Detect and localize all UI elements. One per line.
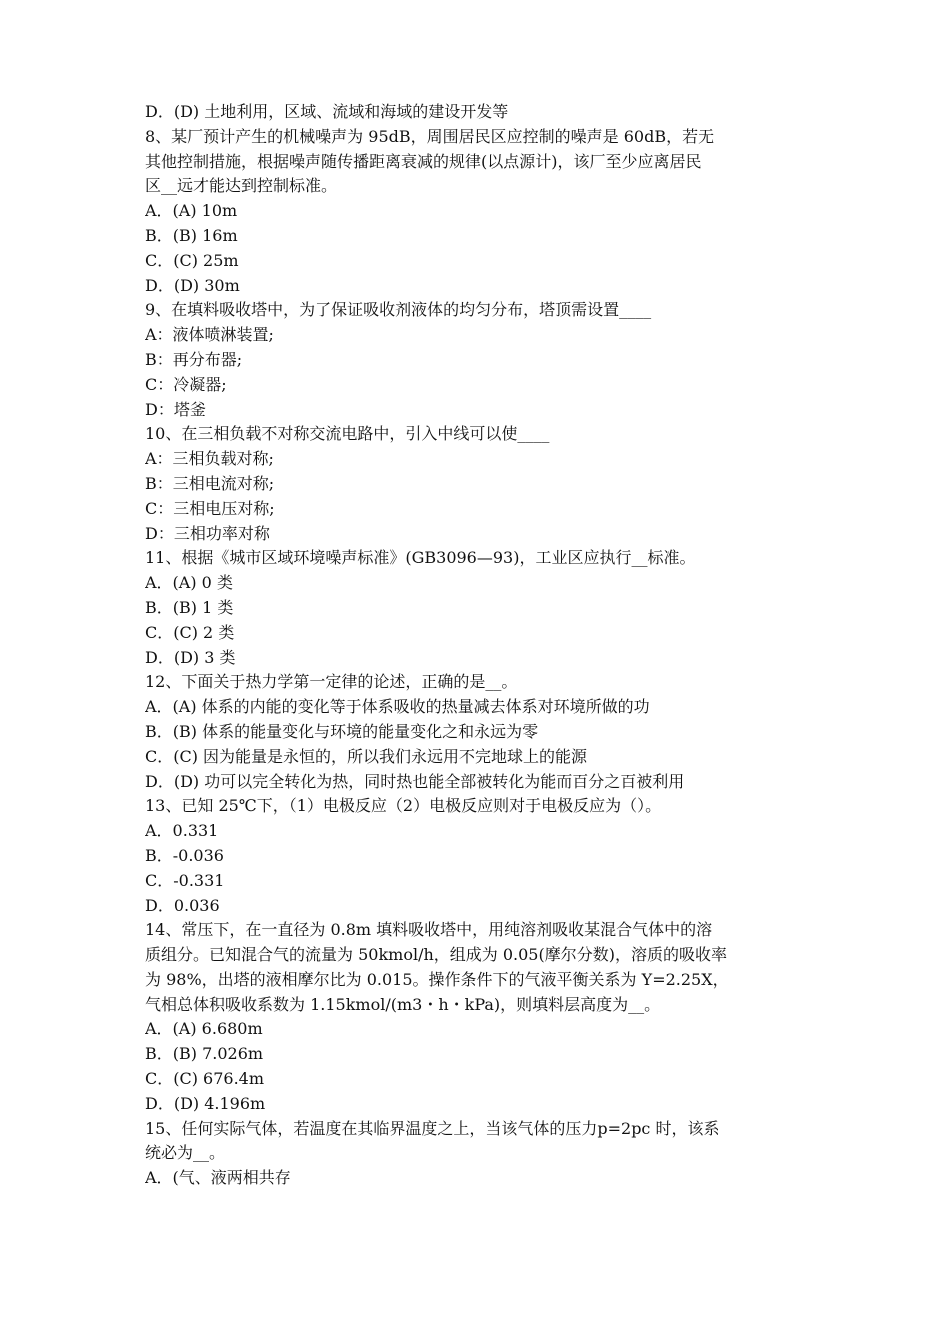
question-9-text: 9、在填料吸收塔中，为了保证吸收剂液体的均匀分布，塔顶需设置____ [145,300,652,320]
question-11-text: 11、根据《城市区域环境噪声标准》(GB3096—93)，工业区应执行__标准。 [145,548,696,568]
option-line: C．(C) 25m [145,250,239,270]
option-line: B．(B) 7.026m [145,1044,264,1064]
question-8-text: 区__远才能达到控制标准。 [145,176,338,196]
option-line: D．(D) 功可以完全转化为热，同时热也能全部被转化为能而百分之百被利用 [145,771,685,791]
question-15-text: 15、任何实际气体，若温度在其临界温度之上，当该气体的压力p=2pc 时，该系 [145,1118,720,1138]
option-line: A．0.331 [145,821,219,841]
option-line: D．(D) 30m [145,275,240,295]
question-15-text: 统必为__。 [145,1143,226,1163]
option-line: A：三相负载对称; [145,449,274,469]
option-line: D．(D) 土地利用，区域、流域和海域的建设开发等 [145,102,509,121]
option-line: B：再分布器; [145,349,243,369]
question-14-text: 14、常压下，在一直径为 0.8m 填料吸收塔中，用纯溶剂吸收某混合气体中的溶 [145,920,713,940]
option-line: D．0.036 [145,895,220,915]
option-line: B．(B) 16m [145,225,238,245]
document-page [145,100,810,1191]
option-line: A．(气、液两相共存 [145,1168,291,1188]
option-line: A．(A) 体系的内能的变化等于体系吸收的热量减去体系对环境所做的功 [145,697,650,717]
option-line: A．(A) 6.680m [145,1019,263,1039]
option-line: B．(B) 1 类 [145,597,234,617]
option-line: C．-0.331 [145,870,225,890]
option-line: B．-0.036 [145,845,224,865]
question-13-text: 13、已知 25℃下，（1）电极反应（2）电极反应则对于电极反应为（）。 [145,796,662,816]
question-14-text: 气相总体积吸收系数为 1.15kmol/(m3・h・kPa)，则填料层高度为__。 [145,994,661,1014]
question-14-text: 为 98%，出塔的液相摩尔比为 0.015。操作条件下的气液平衡关系为 Y=2.25X， [145,969,729,989]
option-line: B：三相电流对称; [145,473,275,493]
option-line: A：液体喷淋装置; [145,325,274,345]
option-line: D．(D) 3 类 [145,647,236,667]
option-line: D．(D) 4.196m [145,1093,266,1113]
question-8-text: 8、某厂预计产生的机械噪声为 95dB，周围居民区应控制的噪声是 60dB，若无 [145,126,715,146]
question-8-text: 其他控制措施，根据噪声随传播距离衰减的规律(以点源计)，该厂至少应离居民 [145,151,702,171]
question-12-text: 12、下面关于热力学第一定律的论述，正确的是__。 [145,672,518,692]
option-line: A．(A) 10m [145,201,238,221]
question-14-text: 质组分。已知混合气的流量为 50kmol/h，组成为 0.05(摩尔分数)，溶质的吸收率 [145,945,727,965]
option-line: C：冷凝器; [145,374,227,394]
question-10-text: 10、在三相负载不对称交流电路中，引入中线可以使____ [145,424,550,444]
option-line: C．(C) 676.4m [145,1069,265,1089]
option-line: B．(B) 体系的能量变化与环境的能量变化之和永远为零 [145,721,539,741]
option-line: D：三相功率对称 [145,523,270,543]
option-line: C．(C) 2 类 [145,622,235,642]
option-line: C．(C) 因为能量是永恒的，所以我们永远用不完地球上的能源 [145,746,588,766]
option-line: C：三相电压对称; [145,498,275,518]
option-line: A．(A) 0 类 [145,573,233,593]
option-line: D：塔釜 [145,399,206,419]
